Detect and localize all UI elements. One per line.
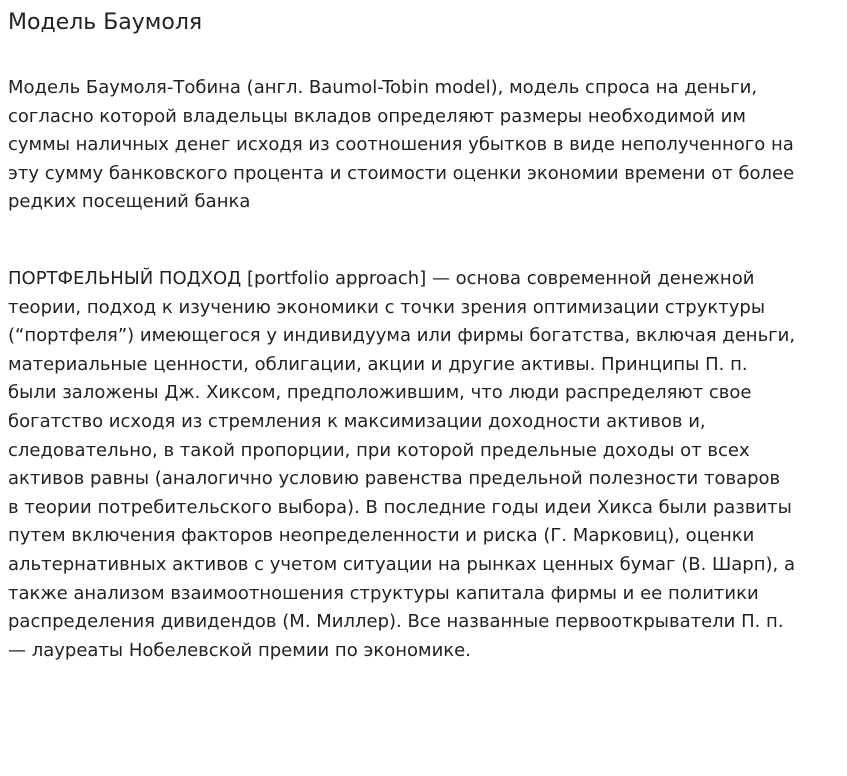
paragraph-line: эту сумму банковского процента и стоимости оценки экономии времени от более [8,162,795,184]
paragraph-line: суммы наличных денег исходя из соотношения убытков в виде неполученного на [8,134,794,156]
paragraph-line: — лауреаты Нобелевской премии по экономике. [8,639,471,661]
paragraph-line: согласно которой владельцы вкладов определяют размеры необходимой им [8,105,746,127]
paragraph-portfolio-approach [8,265,843,665]
paragraph-line: следовательно, в такой пропорции, при которой предельные доходы от всех [8,439,750,461]
paragraph-line: активов равны (аналогично условию равенства предельной полезности товаров [8,468,781,490]
paragraph-line: теории, подход к изучению экономики с точки зрения оптимизации структуры [8,296,766,318]
paragraph-line: альтернативных активов с учетом ситуации на рынках ценных бумаг (В. Шарп), а [8,553,795,575]
paragraph-baumol-tobin [8,74,843,217]
paragraph-line: ПОРТФЕЛЬНЫЙ ПОДХОД [portfolio approach] — основа современной денежной [8,268,755,289]
paragraph-line: также анализом взаимоотношения структуры капитала фирмы и ее политики [8,582,759,604]
paragraph-line: путем включения факторов неопределенности и риска (Г. Марковиц), оценки [8,525,755,547]
paragraph-line: распределения дивидендов (М. Миллер). Все названные первооткрыватели П. п. [8,611,784,633]
page-title: Модель Баумоля [8,10,203,35]
paragraph-line: материальные ценности, облигации, акции и другие активы. Принципы П. п. [8,353,748,375]
paragraph-line: (“портфеля”) имеющегося у индивидуума или фирмы богатства, включая деньги, [8,325,796,347]
paragraph-line: были заложены Дж. Хиксом, предположившим, что люди распределяют свое [8,382,752,404]
paragraph-line: богатство исходя из стремления к максимизации доходности активов и, [8,410,706,432]
paragraph-line: в теории потребительского выбора). В последние годы идеи Хикса были развиты [8,496,792,518]
paragraph-line: редких посещений банка [8,191,251,213]
paragraph-line: Модель Баумоля-Тобина (англ. Baumol-Tobin model), модель спроса на деньги, [8,77,758,98]
